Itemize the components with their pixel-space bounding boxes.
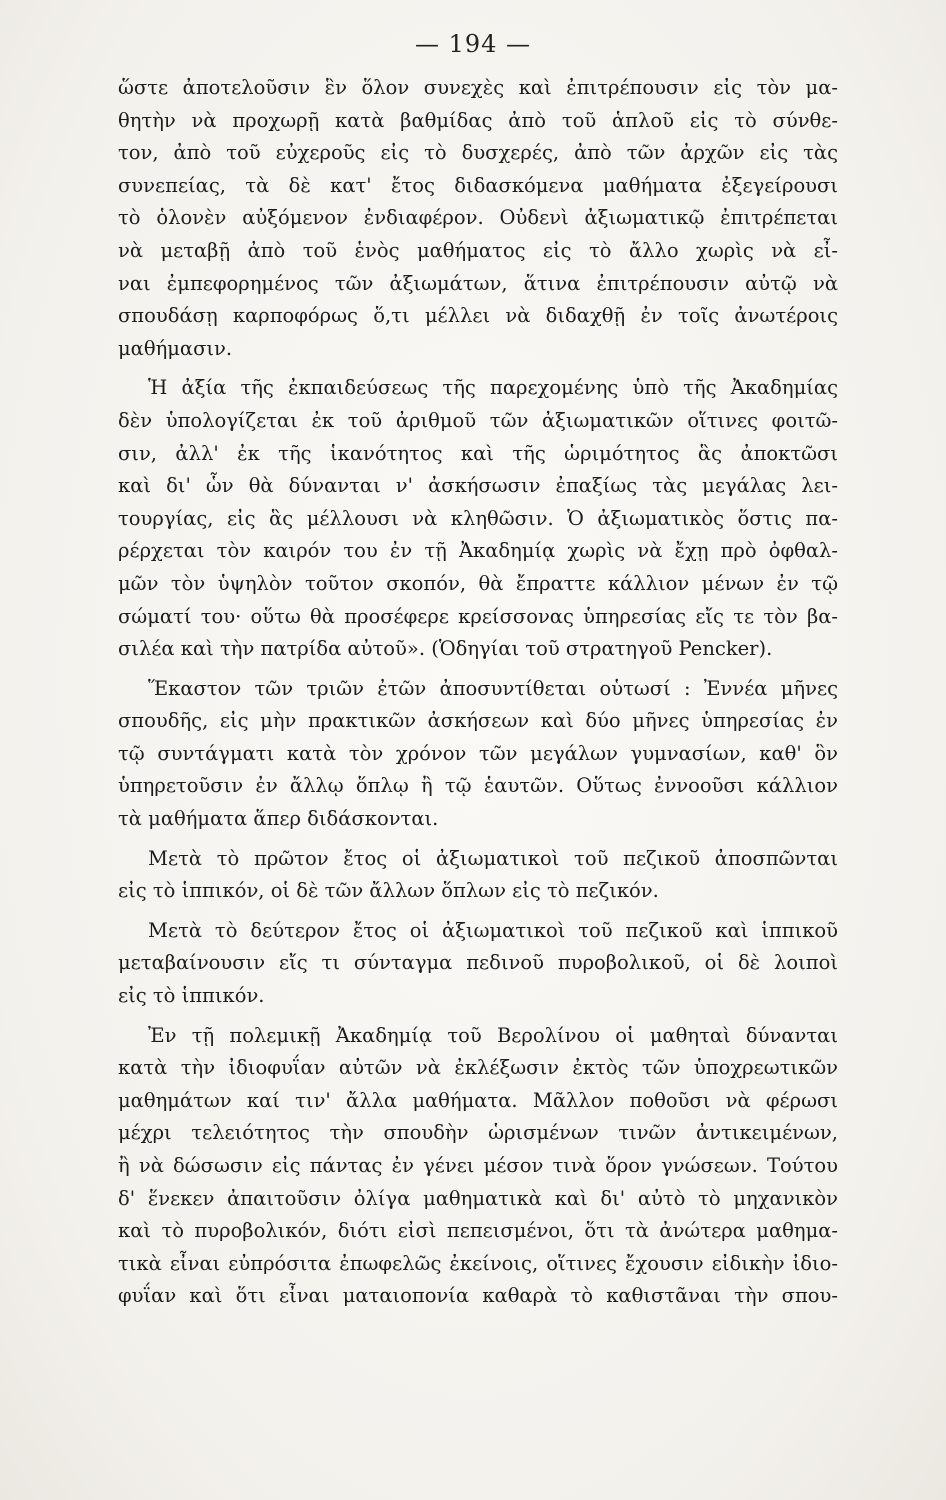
- text-line: θητὴν νὰ προχωρῇ κατὰ βαθμίδας ἀπὸ τοῦ ἁπλοῦ εἰς τὸ σύνθε-: [118, 108, 838, 132]
- text-line: νὰ μεταβῇ ἀπὸ τοῦ ἑνὸς μαθήματος εἰς τὸ ἄλλο χωρὶς νὰ εἶ-: [118, 238, 838, 262]
- text-line: Ἐν τῇ πολεμικῇ Ἀκαδημίᾳ τοῦ Βερολίνου οἱ μαθηταὶ δύνανται: [148, 1023, 838, 1047]
- text-line: τον, ἀπὸ τοῦ εὐχεροῦς εἰς τὸ δυσχερές, ἀπὸ τῶν ἀρχῶν εἰς τὰς: [118, 141, 838, 165]
- text-line: φυΐαν καὶ ὅτι εἶναι ματαιοπονία καθαρὰ τὸ καθιστᾶναι τὴν σπου-: [118, 1284, 838, 1308]
- text-line: καὶ τὸ πυροβολικόν, διότι εἰσὶ πεπεισμένοι, ὅτι τὰ ἀνώτερα μαθημα-: [118, 1219, 838, 1243]
- text-line: Ἕκαστον τῶν τριῶν ἐτῶν ἀποσυντίθεται οὑτωσί : Ἐννέα μῆνες: [148, 676, 838, 700]
- text-line: Μετὰ τὸ δεύτερον ἔτος οἱ ἀξιωματικοὶ τοῦ πεζικοῦ καὶ ἱππικοῦ: [148, 918, 838, 942]
- text-line: εἰς τὸ ἱππικόν.: [118, 984, 265, 1008]
- page-number: — 194 —: [414, 30, 532, 58]
- text-line: τικὰ εἶναι εὐπρόσιτα ἐπωφελῶς ἐκείνοις, οἵτινες ἔχουσιν εἰδικὴν ἰδιο-: [118, 1251, 838, 1275]
- text-line: τουργίας, εἰς ἃς μέλλουσι νὰ κληθῶσιν. Ὁ ἀξιωματικὸς ὅστις πα-: [118, 506, 838, 530]
- paragraph-gap: [118, 1013, 838, 1020]
- text-line: μαθημάτων καί τιν' ἄλλα μαθήματα. Μᾶλλον ποθοῦσι νὰ φέρωσι: [118, 1088, 838, 1112]
- text-line: ναι ἐμπεφορημένος τῶν ἀξιωμάτων, ἅτινα ἐπιτρέπουσιν αὐτῷ νὰ: [118, 271, 838, 295]
- paragraph-gap: [118, 836, 838, 843]
- text-line: δ' ἕνεκεν ἀπαιτοῦσιν ὀλίγα μαθηματικὰ καὶ δι' αὐτὸ τὸ μηχανικὸν: [118, 1186, 838, 1210]
- paragraph-gap: [118, 365, 838, 372]
- paragraph-gap: [118, 908, 838, 915]
- text-line: σπουδῆς, εἰς μὴν πρακτικῶν ἀσκήσεων καὶ δύο μῆνες ὑπηρεσίας ἐν: [118, 709, 838, 733]
- text-line: μεταβαίνουσιν εἴς τι σύνταγμα πεδινοῦ πυροβολικοῦ, οἱ δὲ λοιποὶ: [118, 951, 838, 975]
- text-line: Μετὰ τὸ πρῶτον ἔτος οἱ ἀξιωματικοὶ τοῦ πεζικοῦ ἀποσπῶνται: [148, 846, 838, 870]
- text-line: σώματί του· οὕτω θὰ προσέφερε κρείσσονας ὑπηρεσίας εἴς τε τὸν βα-: [118, 604, 838, 628]
- text-line: μέχρι τελειότητος τὴν σπουδὴν ὡρισμένων τινῶν ἀντικειμένων,: [118, 1121, 838, 1145]
- body-text: [118, 72, 838, 1313]
- text-line: μαθήμασιν.: [118, 336, 233, 360]
- text-line: ὥστε ἀποτελοῦσιν ἓν ὅλον συνεχὲς καὶ ἐπιτρέπουσιν εἰς τὸν μα-: [118, 76, 838, 99]
- text-line: κατὰ τὴν ἰδιοφυΐαν αὐτῶν νὰ ἐκλέξωσιν ἐκτὸς τῶν ὑποχρεωτικῶν: [118, 1056, 838, 1080]
- text-line: τῷ συντάγματι κατὰ τὸν χρόνον τῶν μεγάλων γυμνασίων, καθ' ὃν: [118, 741, 838, 765]
- text-line: τὸ ὁλονὲν αὐξόμενον ἐνδιαφέρον. Οὐδενὶ ἀξιωματικῷ ἐπιτρέπεται: [118, 206, 838, 230]
- text-line: ρέρχεται τὸν καιρόν του ἐν τῇ Ἀκαδημίᾳ χωρὶς νὰ ἔχῃ πρὸ ὀφθαλ-: [118, 539, 838, 563]
- text-line: συνεπείας, τὰ δὲ κατ' ἔτος διδασκόμενα μαθήματα ἐξεγείρουσι: [118, 173, 838, 197]
- text-line: καὶ δι' ὧν θὰ δύνανται ν' ἀσκήσωσιν ἐπαξίως τὰς μεγάλας λει-: [118, 474, 838, 498]
- text-line: δὲν ὑπολογίζεται ἐκ τοῦ ἀριθμοῦ τῶν ἀξιωματικῶν οἵτινες φοιτῶ-: [118, 408, 838, 432]
- text-line: μῶν τὸν ὑψηλὸν τοῦτον σκοπόν, θὰ ἔπραττε κάλλιον μένων ἐν τῷ: [118, 571, 838, 595]
- text-line: εἰς τὸ ἱππικόν, οἱ δὲ τῶν ἄλλων ὅπλων εἰς τὸ πεζικόν.: [118, 879, 659, 903]
- text-line: ἢ νὰ δώσωσιν εἰς πάντας ἐν γένει μέσον τινὰ ὅρον γνώσεων. Τούτου: [118, 1154, 838, 1177]
- text-line: τὰ μαθήματα ἅπερ διδάσκονται.: [118, 807, 439, 831]
- text-line: Ἡ ἀξία τῆς ἐκπαιδεύσεως τῆς παρεχομένης ὑπὸ τῆς Ἀκαδημίας: [148, 376, 838, 400]
- text-line: σιν, ἀλλ' ἐκ τῆς ἱκανότητος καὶ τῆς ὡριμότητος ἃς ἀποκτῶσι: [118, 441, 838, 465]
- text-line: ὑπηρετοῦσιν ἐν ἄλλῳ ὅπλῳ ἢ τῷ ἑαυτῶν. Οὕτως ἐννοοῦσι κάλλιον: [118, 774, 838, 798]
- text-line: σπουδάσῃ καρποφόρως ὅ,τι μέλλει νὰ διδαχθῇ ἐν τοῖς ἀνωτέροις: [118, 304, 838, 328]
- paragraph-gap: [118, 666, 838, 673]
- text-line: σιλέα καὶ τὴν πατρίδα αὐτοῦ». (Ὁδηγίαι τοῦ στρατηγοῦ Pencker).: [118, 637, 773, 661]
